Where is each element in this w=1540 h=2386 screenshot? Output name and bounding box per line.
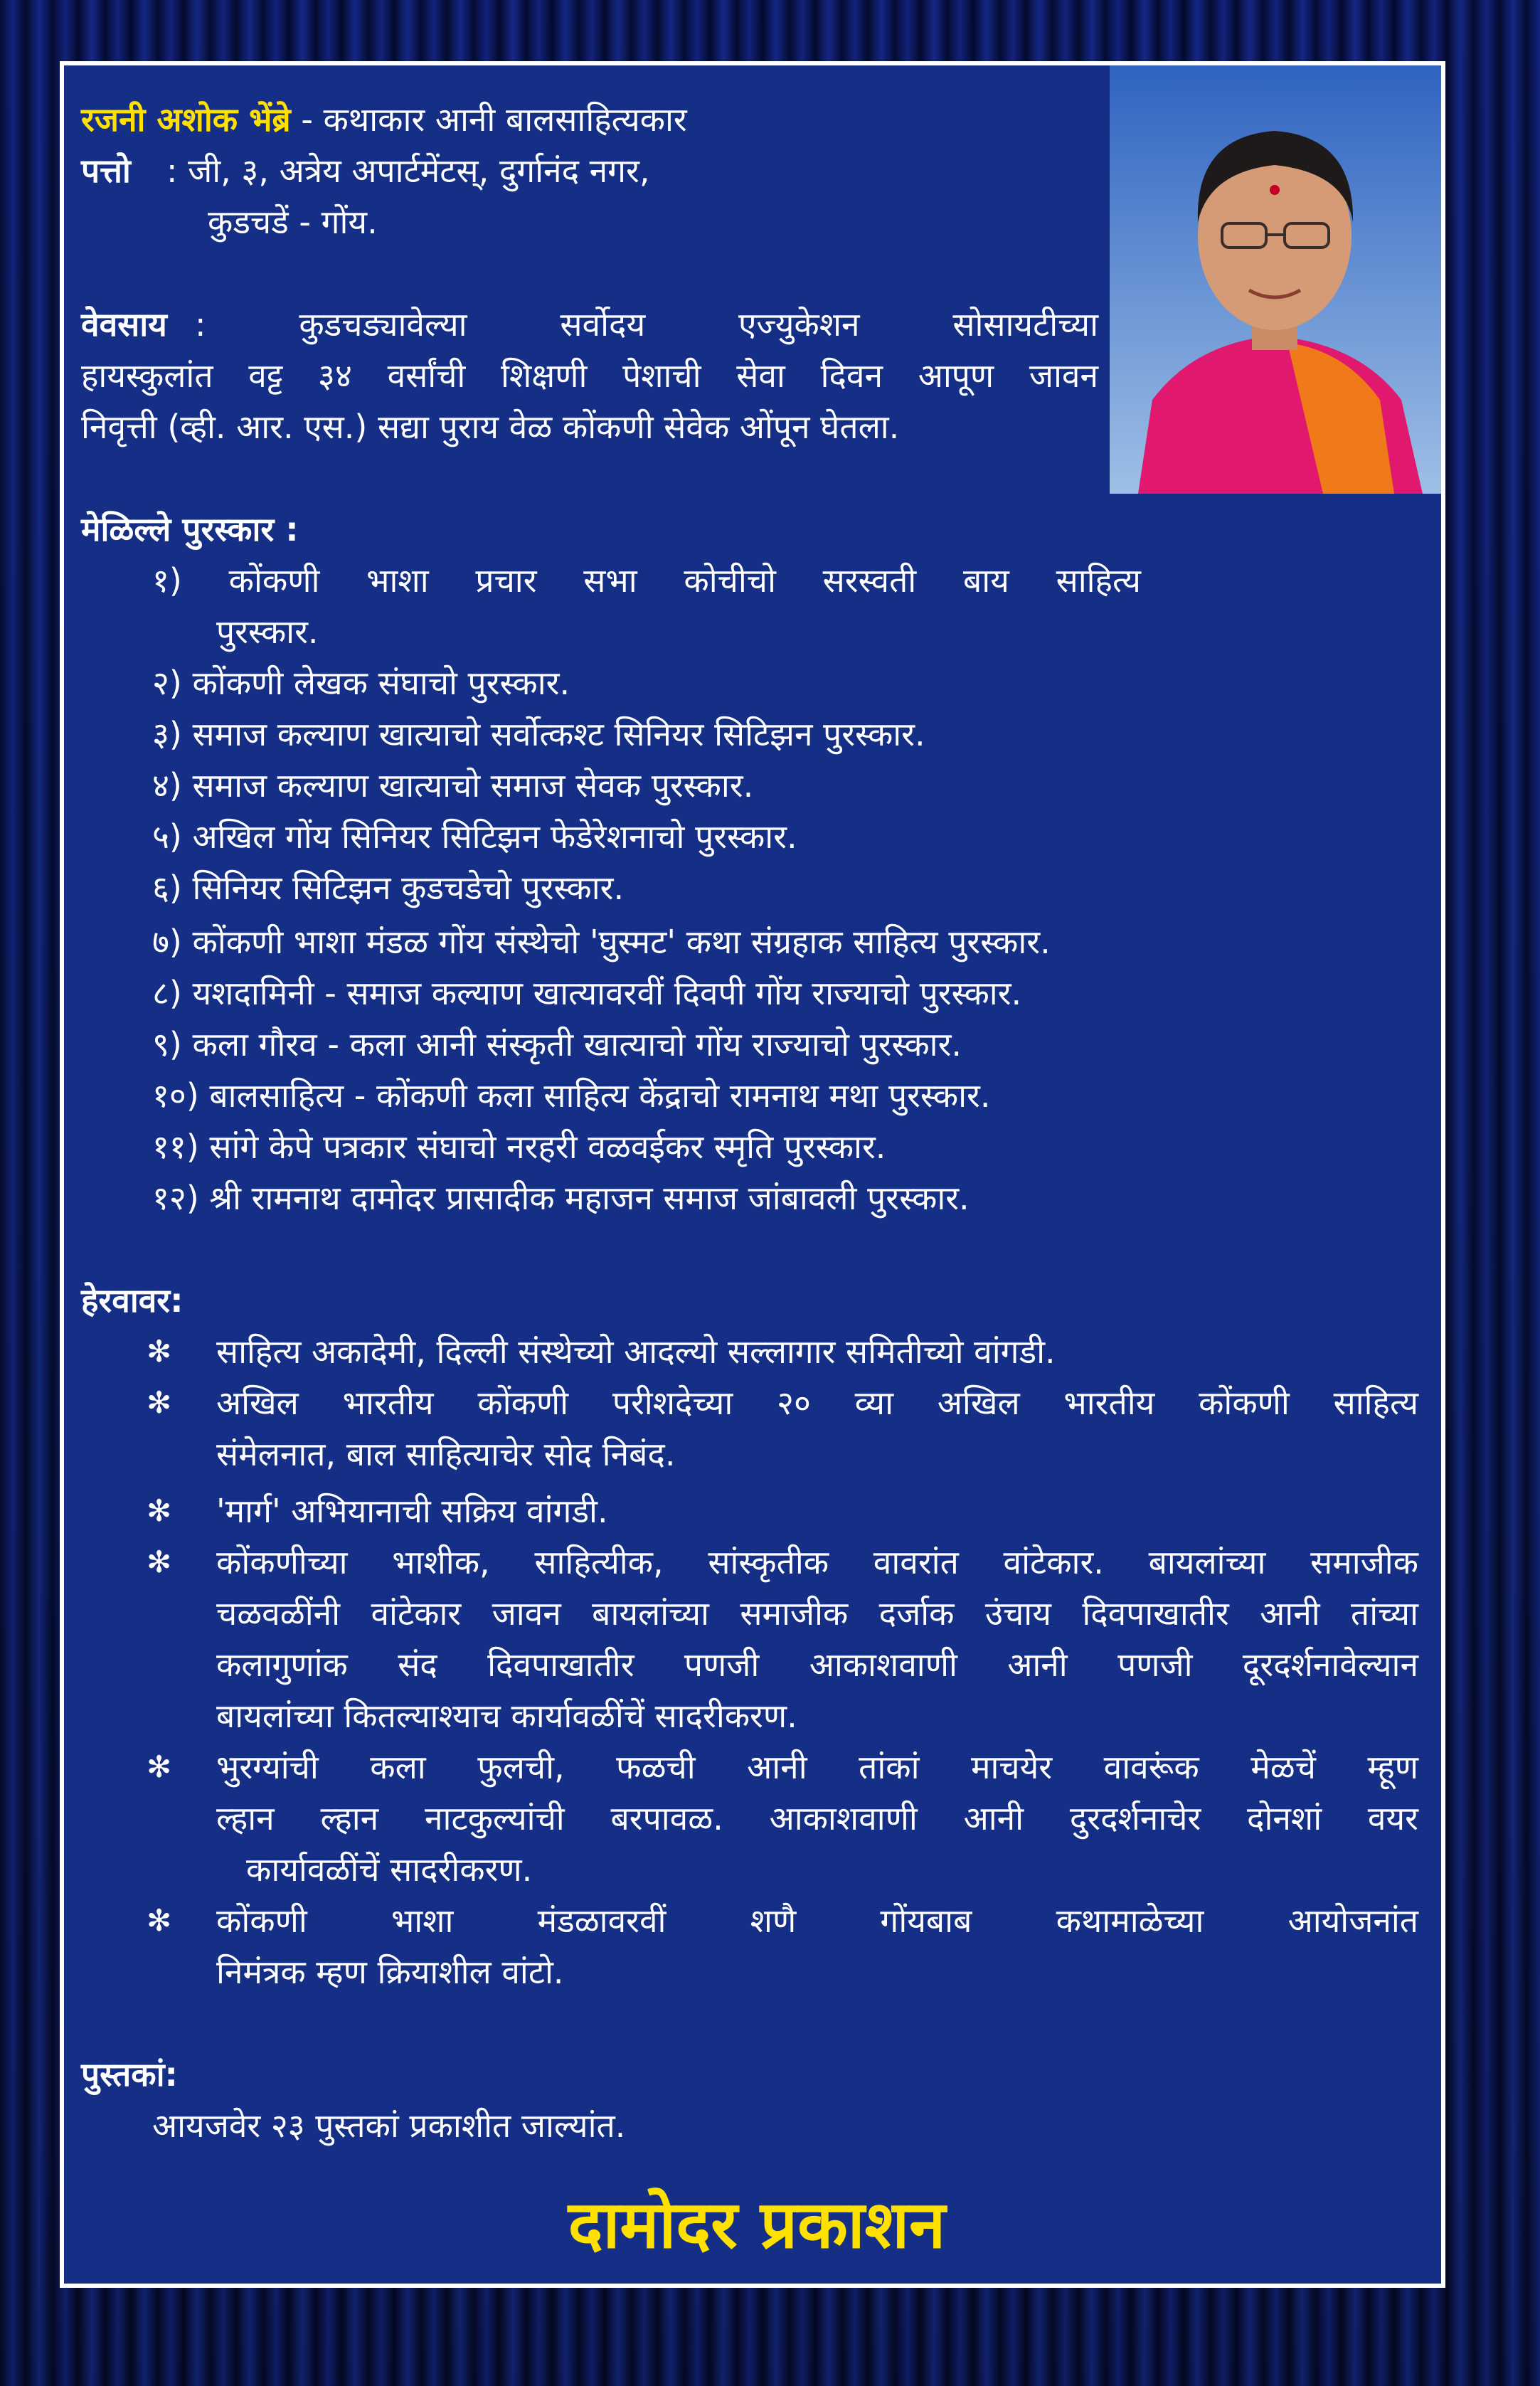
other-line-10: ल्हान ल्हान नाटकुल्यांची बरपावळ. आकाशवाणी आनी दुरदर्शनाचेर दोनशां वयर	[216, 1799, 1418, 1838]
other-line-13: निमंत्रक म्हण क्रियाशील वांटो.	[216, 1953, 564, 1991]
books-line: आयजवेर २३ पुस्तकां प्रकाशीत जाल्यांत.	[152, 2106, 626, 2145]
bullet-star-icon: ✻	[147, 1493, 172, 1528]
occupation-text-2: हायस्कुलांत वट्ट ३४ वर्सांची शिक्षणी पेशाची सेवा दिवन आपूण जावन	[81, 356, 1098, 395]
other-line-4: 'मार्ग' अभियानाची सक्रिय वांगडी.	[216, 1492, 608, 1530]
other-line-3: संमेलनात, बाल साहित्याचेर सोद निबंद.	[216, 1435, 676, 1473]
address-text-1: : जी, ३, अत्रेय अपार्टमेंटस्, दुर्गानंद नगर,	[166, 152, 650, 190]
author-portrait-image	[1110, 65, 1441, 494]
occupation-text-3: निवृत्ती (व्ही. आर. एस.) सद्या पुराय वेळ कोंकणी सेवेक ओंपून घेतला.	[81, 408, 900, 446]
occupation-text-1: : कुडचड्यावेल्या सर्वोदय एज्युकेशन सोसायटीच्या	[195, 305, 1098, 344]
author-line	[81, 94, 687, 145]
other-line-5: कोंकणीच्या भाशीक, साहित्यीक, सांस्कृतीक वावरांत वांटेकार. बायलांच्या समाजीक	[216, 1543, 1418, 1581]
awards-heading: मेळिल्ले पुरस्कार :	[81, 510, 299, 548]
award-item-10: १०) बालसाहित्य - कोंकणी कला साहित्य केंद्राचो रामनाथ मथा पुरस्कार.	[152, 1076, 991, 1115]
books-heading: पुस्तकां:	[81, 2055, 178, 2094]
occupation-line-1	[81, 299, 1098, 350]
bio-panel	[60, 61, 1445, 2288]
other-line-1: साहित्य अकादेमी, दिल्ली संस्थेच्यो आदल्यो सल्लागार समितीच्यो वांगडी.	[216, 1332, 1056, 1371]
address-label: पत्तो	[81, 152, 131, 190]
award-item-3: ३) समाज कल्याण खात्याचो सर्वोत्कश्ट सिनियर सिटिझन पुरस्कार.	[152, 715, 925, 753]
other-heading: हेरवावर:	[81, 1281, 184, 1320]
award-item-1: १) कोंकणी भाशा प्रचार सभा कोचीचो सरस्वती बाय साहित्य	[152, 561, 1141, 600]
award-item-5: ५) अखिल गोंय सिनियर सिटिझन फेडेरेशनाचो पुरस्कार.	[152, 817, 797, 856]
bullet-star-icon: ✻	[147, 1385, 172, 1420]
other-line-8: बायलांच्या कितल्याश्याच कार्यावळींचें सादरीकरण.	[216, 1697, 797, 1735]
award-item-1-cont: पुरस्कार.	[216, 613, 319, 651]
award-item-6: ६) सिनियर सिटिझन कुडचडेचो पुरस्कार.	[152, 869, 625, 907]
award-item-11: ११) सांगे केपे पत्रकार संघाचो नरहरी वळवईकर स्मृति पुरस्कार.	[152, 1128, 886, 1166]
other-line-9: भुरग्यांची कला फुलची, फळची आनी तांकां माचयेर वावरूंक मेळचें म्हूण	[216, 1748, 1418, 1786]
other-line-7: कलागुणांक संद दिवपाखातीर पणजी आकाशवाणी आनी पणजी दूरदर्शनावेल्यान	[216, 1645, 1418, 1684]
other-line-12: कोंकणी भाशा मंडळावरवीं शणै गोंयबाब कथामाळेच्या आयोजनांत	[216, 1902, 1418, 1940]
author-name: रजनी अशोक भेंब्रे	[81, 100, 291, 139]
other-line-11: कार्यावळींचें सादरीकरण.	[246, 1850, 533, 1889]
address-line-2: कुडचडें - गोंय.	[208, 203, 378, 241]
occupation-label: वेवसाय	[81, 305, 167, 344]
bullet-star-icon: ✻	[147, 1334, 172, 1369]
bullet-star-icon: ✻	[147, 1749, 172, 1784]
author-photo	[1110, 65, 1441, 494]
award-item-7: ७) कोंकणी भाशा मंडळ गोंय संस्थेचो 'घुस्मट' कथा संग्रहाक साहित्य पुरस्कार.	[152, 923, 1051, 961]
award-item-8: ८) यशदामिनी - समाज कल्याण खात्यावरवीं दिवपी गोंय राज्याचो पुरस्कार.	[152, 974, 1022, 1012]
other-line-2: अखिल भारतीय कोंकणी परीशदेच्या २० व्या अखिल भारतीय कोंकणी साहित्य	[216, 1384, 1418, 1422]
author-role: - कथाकार आनी बालसाहित्यकार	[290, 100, 687, 139]
address-line-1	[81, 145, 650, 196]
award-item-2: २) कोंकणी लेखक संघाचो पुरस्कार.	[152, 664, 570, 702]
award-item-4: ४) समाज कल्याण खात्याचो समाज सेवक पुरस्कार.	[152, 766, 754, 805]
bullet-star-icon: ✻	[147, 1903, 172, 1938]
other-line-6: चळवळींनी वांटेकार जावन बायलांच्या समाजीक दर्जाक उंचाय दिवपाखातीर आनी तांच्या	[216, 1594, 1418, 1633]
award-item-9: ९) कला गौरव - कला आनी संस्कृती खात्याचो गोंय राज्याचो पुरस्कार.	[152, 1025, 962, 1064]
publisher-name: दामोदर प्रकाशन	[568, 2187, 946, 2263]
bullet-star-icon: ✻	[147, 1544, 172, 1579]
award-item-12: १२) श्री रामनाथ दामोदर प्रासादीक महाजन समाज जांबावली पुरस्कार.	[152, 1179, 970, 1217]
